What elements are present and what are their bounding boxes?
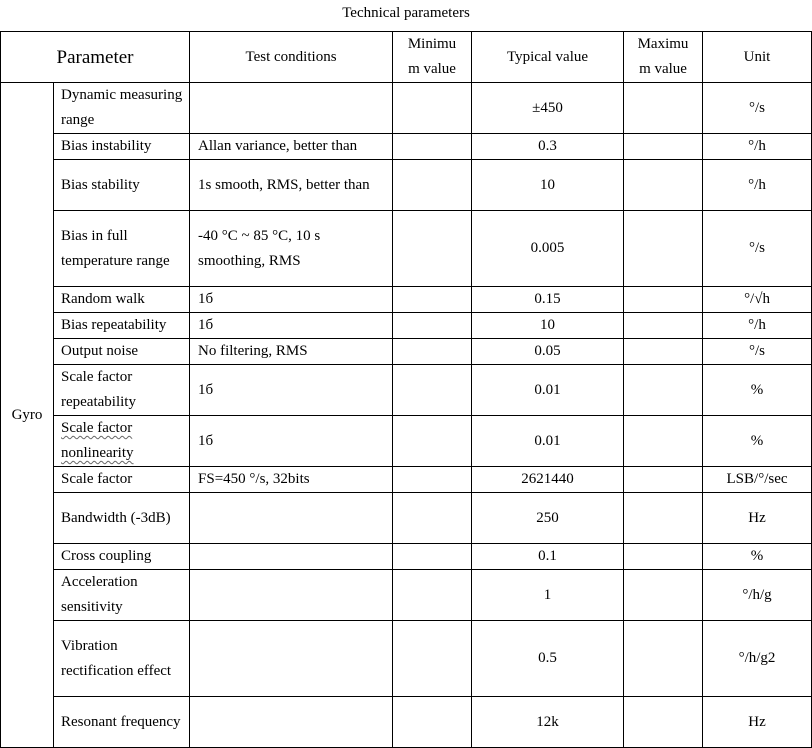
param-min — [393, 621, 472, 697]
header-min-line2: m value — [408, 61, 456, 77]
param-typical: 250 — [472, 493, 624, 544]
param-max — [624, 697, 703, 748]
param-unit: °/s — [703, 339, 812, 365]
param-conditions: 1б — [190, 287, 393, 313]
technical-parameters-table — [0, 31, 812, 748]
header-unit: Unit — [703, 32, 812, 83]
param-unit: °/h/g2 — [703, 621, 812, 697]
param-typical: 12k — [472, 697, 624, 748]
param-max — [624, 211, 703, 287]
param-min — [393, 544, 472, 570]
param-max — [624, 160, 703, 211]
param-max — [624, 467, 703, 493]
param-conditions — [190, 493, 393, 544]
param-min — [393, 211, 472, 287]
param-conditions: 1б — [190, 416, 393, 467]
table-row — [1, 416, 812, 467]
param-conditions — [190, 621, 393, 697]
param-conditions: Allan variance, better than — [190, 134, 393, 160]
param-name: Resonant frequency — [54, 697, 190, 748]
param-unit: °/s — [703, 83, 812, 134]
param-unit: % — [703, 416, 812, 467]
param-name: Random walk — [54, 287, 190, 313]
table-row — [1, 493, 812, 544]
group-gyro: Gyro — [1, 83, 54, 748]
param-max — [624, 493, 703, 544]
table-row — [1, 621, 812, 697]
param-min — [393, 467, 472, 493]
param-unit: °/s — [703, 211, 812, 287]
param-unit: Hz — [703, 493, 812, 544]
param-typical: 0.1 — [472, 544, 624, 570]
header-test-conditions: Test conditions — [190, 32, 393, 83]
param-max — [624, 621, 703, 697]
param-max — [624, 544, 703, 570]
param-typical: 0.5 — [472, 621, 624, 697]
param-typical: ±450 — [472, 83, 624, 134]
param-unit: °/h/g — [703, 570, 812, 621]
param-conditions — [190, 697, 393, 748]
param-conditions: -40 °C ~ 85 °C, 10 s smoothing, RMS — [190, 211, 393, 287]
param-max — [624, 570, 703, 621]
table-row — [1, 570, 812, 621]
param-min — [393, 134, 472, 160]
param-name: Bias instability — [54, 134, 190, 160]
param-min — [393, 287, 472, 313]
table-row — [1, 211, 812, 287]
param-name: Bias repeatability — [54, 313, 190, 339]
param-conditions: 1б — [190, 365, 393, 416]
param-name: Vibration rectification effect — [54, 621, 190, 697]
param-name: Dynamic measuring range — [54, 83, 190, 134]
param-typical: 0.3 — [472, 134, 624, 160]
param-name: Scale factor repeatability — [54, 365, 190, 416]
param-name: Bias stability — [54, 160, 190, 211]
param-min — [393, 416, 472, 467]
param-unit: Hz — [703, 697, 812, 748]
table-row — [1, 134, 812, 160]
param-min — [393, 493, 472, 544]
param-unit: °/√h — [703, 287, 812, 313]
param-conditions: 1s smooth, RMS, better than — [190, 160, 393, 211]
param-typical: 10 — [472, 313, 624, 339]
param-conditions — [190, 570, 393, 621]
param-max — [624, 313, 703, 339]
table-row — [1, 544, 812, 570]
param-max — [624, 365, 703, 416]
param-min — [393, 313, 472, 339]
param-name: Output noise — [54, 339, 190, 365]
param-unit: % — [703, 544, 812, 570]
table-row — [1, 467, 812, 493]
header-maximum-value — [624, 32, 703, 83]
param-typical: 0.01 — [472, 365, 624, 416]
param-max — [624, 83, 703, 134]
table-row — [1, 313, 812, 339]
header-max-line1: Maximu — [637, 36, 689, 52]
param-max — [624, 339, 703, 365]
header-min-line1: Minimu — [407, 36, 457, 52]
param-unit: °/h — [703, 160, 812, 211]
param-typical: 10 — [472, 160, 624, 211]
param-unit: °/h — [703, 313, 812, 339]
param-typical: 0.15 — [472, 287, 624, 313]
param-name-text: Scale factor nonlinearity — [61, 420, 134, 461]
param-name — [54, 416, 190, 467]
param-typical: 2621440 — [472, 467, 624, 493]
header-max-line2: m value — [639, 61, 687, 77]
table-caption: Technical parameters — [342, 5, 470, 21]
param-conditions — [190, 544, 393, 570]
param-max — [624, 134, 703, 160]
param-unit: LSB/°/sec — [703, 467, 812, 493]
table-row — [1, 339, 812, 365]
param-typical: 1 — [472, 570, 624, 621]
header-parameter: Parameter — [1, 32, 190, 83]
param-name: Bias in full temperature range — [54, 211, 190, 287]
table-row — [1, 697, 812, 748]
param-min — [393, 83, 472, 134]
param-typical: 0.01 — [472, 416, 624, 467]
param-min — [393, 365, 472, 416]
param-min — [393, 160, 472, 211]
param-max — [624, 416, 703, 467]
param-unit: °/h — [703, 134, 812, 160]
param-min — [393, 339, 472, 365]
header-minimum-value — [393, 32, 472, 83]
table-row — [1, 365, 812, 416]
param-typical: 0.05 — [472, 339, 624, 365]
table-row — [1, 287, 812, 313]
param-name: Scale factor — [54, 467, 190, 493]
param-name: Acceleration sensitivity — [54, 570, 190, 621]
table-row — [1, 83, 812, 134]
param-unit: % — [703, 365, 812, 416]
param-conditions: 1б — [190, 313, 393, 339]
param-min — [393, 697, 472, 748]
param-typical: 0.005 — [472, 211, 624, 287]
param-name: Bandwidth (-3dB) — [54, 493, 190, 544]
param-conditions: FS=450 °/s, 32bits — [190, 467, 393, 493]
param-name: Cross coupling — [54, 544, 190, 570]
header-typical-value: Typical value — [472, 32, 624, 83]
param-max — [624, 287, 703, 313]
param-min — [393, 570, 472, 621]
header-row — [1, 32, 812, 83]
param-conditions — [190, 83, 393, 134]
table-row — [1, 160, 812, 211]
param-conditions: No filtering, RMS — [190, 339, 393, 365]
